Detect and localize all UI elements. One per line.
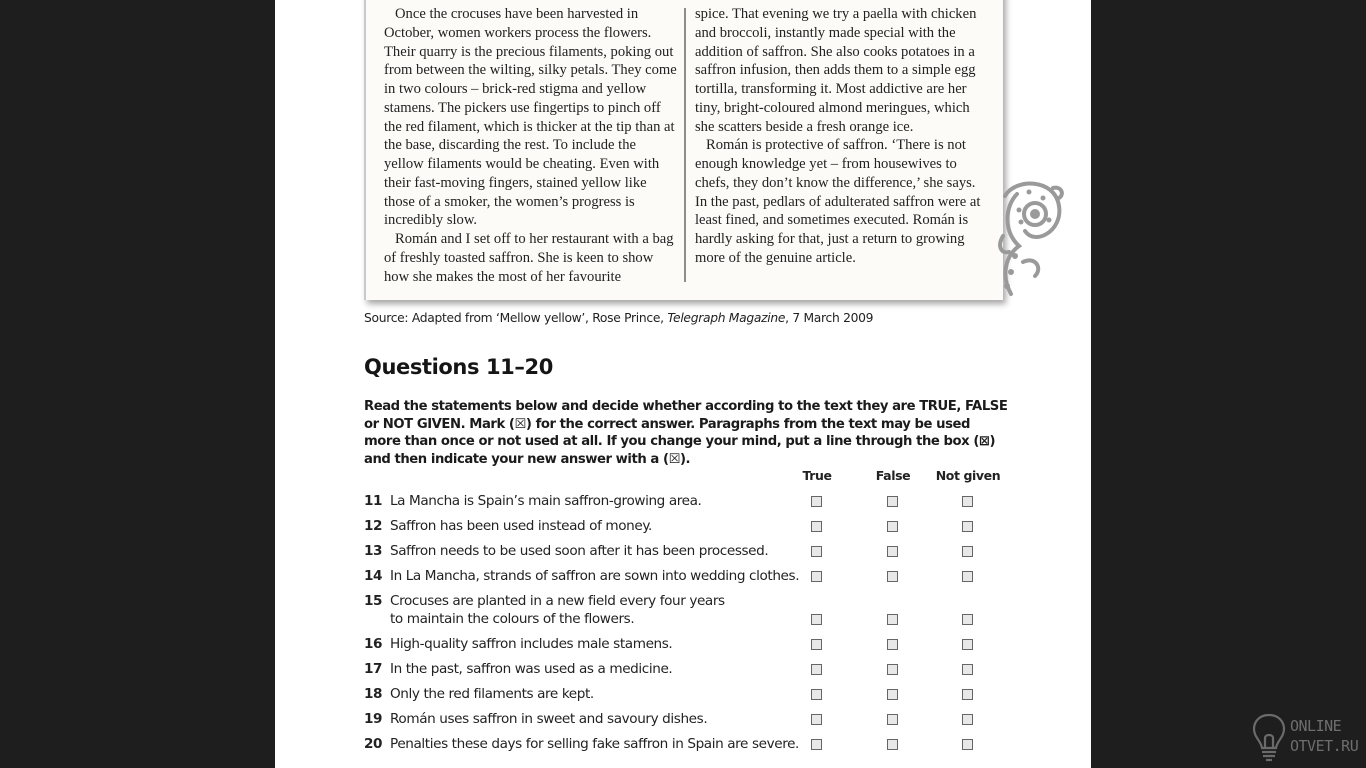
question-text: Crocuses are planted in a new field every four years to maintain the colours of the flowers.	[390, 593, 725, 627]
column-header-false: False	[875, 468, 911, 483]
checkbox-not-given[interactable]	[962, 689, 973, 700]
checkbox-false[interactable]	[887, 664, 898, 675]
question-number: 17	[364, 661, 383, 677]
checkbox-true[interactable]	[811, 614, 822, 625]
questions-title: Questions 11–20	[364, 355, 553, 379]
checkbox-false[interactable]	[887, 614, 898, 625]
checkbox-true[interactable]	[811, 664, 822, 675]
question-text: Saffron has been used instead of money.	[390, 518, 652, 534]
article-excerpt	[364, 0, 1003, 300]
source-citation	[364, 311, 873, 325]
checkbox-not-given[interactable]	[962, 521, 973, 532]
source-suffix: , 7 March 2009	[785, 311, 874, 325]
lightbulb-icon	[1252, 712, 1286, 762]
checkbox-false[interactable]	[887, 739, 898, 750]
checkbox-not-given[interactable]	[962, 614, 973, 625]
question-text: High-quality saffron includes male stamens.	[390, 636, 673, 652]
checkbox-not-given[interactable]	[962, 664, 973, 675]
paisley-ornament-icon	[995, 176, 1067, 300]
checkbox-not-given[interactable]	[962, 571, 973, 582]
checkbox-not-given[interactable]	[962, 496, 973, 507]
question-text: Penalties these days for selling fake saffron in Spain are severe.	[390, 736, 799, 752]
checkbox-false[interactable]	[887, 546, 898, 557]
watermark-line1: ONLINE	[1290, 717, 1342, 735]
document-page	[275, 0, 1091, 768]
article-paragraph: Román and I set off to her restaurant with a bag of freshly toasted saffron. She is keen to show how she makes the most of her favourite	[384, 231, 674, 285]
column-divider	[684, 8, 686, 282]
question-text: La Mancha is Spain’s main saffron-growing area.	[390, 493, 702, 509]
article-paragraph: spice. That evening we try a paella with chicken and broccoli, instantly made special with the addition of saffron. She also cooks potatoes in a saffron infusion, then adds them to a simple egg tortilla, transforming it. Most addictive are her tiny, bright-coloured almond meringues, which she scatters beside a fresh orange ice.	[695, 6, 977, 135]
checkbox-true[interactable]	[811, 639, 822, 650]
question-number: 12	[364, 518, 383, 534]
column-header-not-given: Not given	[935, 468, 1001, 483]
checkbox-not-given[interactable]	[962, 639, 973, 650]
question-number: 14	[364, 568, 383, 584]
column-header-true: True	[802, 468, 832, 483]
checkbox-true[interactable]	[811, 496, 822, 507]
checkbox-true[interactable]	[811, 714, 822, 725]
question-number: 15	[364, 593, 383, 609]
question-text: Saffron needs to be used soon after it has been processed.	[390, 543, 769, 559]
questions-instructions: Read the statements below and decide whether according to the text they are TRUE, FALSE or NOT GIVEN. Mark (☒) for the correct answer. Paragraphs from the text may be used more than once or not used at all. If you change your mind, put a line through the box (⊠) and then indicate your new answer with a (☒).	[364, 399, 1008, 467]
article-paragraph: Román is protective of saffron. ‘There is not enough knowledge yet – from housewives to chefs, they don’t know the difference,’ she says. In the past, pedlars of adulterated saffron were at least fined, and sometimes executed. Román is hardly asking for that, just a return to growing more of the genuine article.	[695, 137, 981, 266]
question-text: In the past, saffron was used as a medicine.	[390, 661, 673, 677]
watermark	[1252, 712, 1362, 762]
checkbox-not-given[interactable]	[962, 714, 973, 725]
checkbox-false[interactable]	[887, 571, 898, 582]
checkbox-false[interactable]	[887, 496, 898, 507]
source-prefix: Source: Adapted from ‘Mellow yellow’, Rose Prince,	[364, 311, 668, 325]
checkbox-false[interactable]	[887, 714, 898, 725]
question-number: 20	[364, 736, 383, 752]
question-number: 13	[364, 543, 383, 559]
checkbox-not-given[interactable]	[962, 546, 973, 557]
article-left-column	[384, 5, 679, 286]
question-number: 11	[364, 493, 383, 509]
checkbox-true[interactable]	[811, 739, 822, 750]
question-text: Román uses saffron in sweet and savoury dishes.	[390, 711, 708, 727]
checkbox-true[interactable]	[811, 546, 822, 557]
article-right-column	[695, 5, 990, 268]
checkbox-not-given[interactable]	[962, 739, 973, 750]
question-number: 16	[364, 636, 383, 652]
watermark-line2: OTVET.RU	[1290, 737, 1359, 755]
question-text: Only the red filaments are kept.	[390, 686, 594, 702]
checkbox-true[interactable]	[811, 571, 822, 582]
article-paragraph: Once the crocuses have been harvested in October, women workers process the flowers. Their quarry is the precious filaments, poking out from between the wilting, silky petals. They come in two colours – brick-red stigma and yellow stamens. The pickers use fingertips to pinch off the red filament, which is thicker at the tip than at the base, discarding the rest. To include the yellow filaments would be cheating. Even with their fast-moving fingers, stained yellow like those of a smoker, the women’s progress is incredibly slow.	[384, 6, 677, 229]
question-number: 19	[364, 711, 383, 727]
source-publication: Telegraph Magazine	[667, 311, 786, 325]
checkbox-false[interactable]	[887, 689, 898, 700]
question-number: 18	[364, 686, 383, 702]
checkbox-false[interactable]	[887, 639, 898, 650]
checkbox-true[interactable]	[811, 689, 822, 700]
checkbox-false[interactable]	[887, 521, 898, 532]
checkbox-true[interactable]	[811, 521, 822, 532]
question-text: In La Mancha, strands of saffron are sown into wedding clothes.	[390, 568, 800, 584]
